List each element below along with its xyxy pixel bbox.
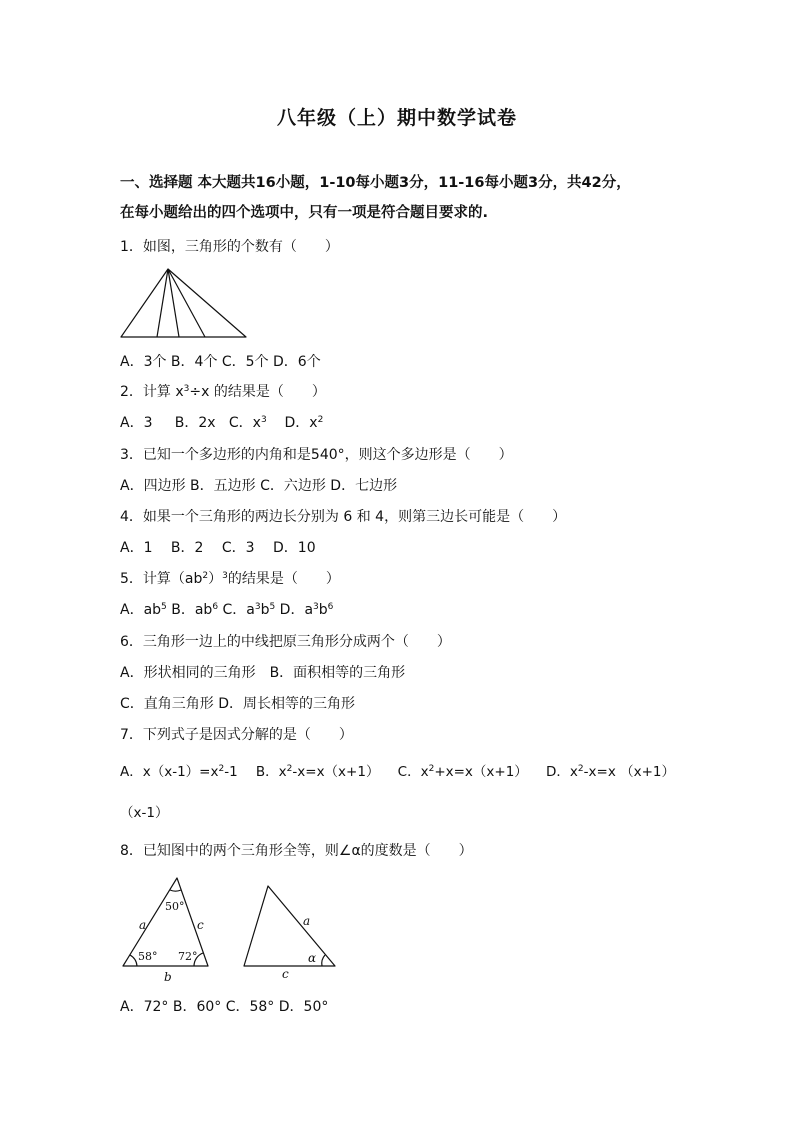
q2-option-b: B．2x <box>174 415 216 431</box>
left-side-label-b: b <box>164 970 172 984</box>
q2-option-c-text: C．x <box>228 415 261 431</box>
left-angle-label-bottom-left: 58° <box>138 950 158 963</box>
q2-option-d-text: D．x <box>284 415 318 431</box>
question-1-stem: 1．如图，三角形的个数有（ ） <box>120 239 339 255</box>
q5-opt-c-exp-2: 5 <box>269 602 276 612</box>
q5-opt-c-exp-1: 3 <box>254 602 261 612</box>
section-heading-line-1: 一、选择题 本大题共16小题，1-10每小题3分，11-16每小题3分，共42分， <box>120 175 631 191</box>
question-7-stem: 7．下列式子是因式分解的是（ ） <box>120 727 353 743</box>
q5-opt-b-exp: 6 <box>212 602 219 612</box>
q5-stem-exponent-1: 2 <box>202 571 209 581</box>
right-side-label-c: c <box>282 967 289 981</box>
q5-opt-d-exp-1: 3 <box>313 602 319 612</box>
q7-opt-c-exp: 2 <box>428 764 435 774</box>
q2-option-a: A．3 <box>120 415 153 431</box>
q7-opt-a-exp: 2 <box>218 764 225 774</box>
q7-option-d <box>546 762 675 782</box>
q7-opt-b-text: B．x <box>255 764 287 780</box>
q5-stem-paren: ） <box>208 571 223 587</box>
question-6-options-row-1: A．形状相同的三角形 B．面积相等的三角形 <box>120 665 406 681</box>
question-6-stem: 6．三角形一边上的中线把原三角形分成两个（ ） <box>120 634 451 650</box>
question-7-options <box>120 762 675 782</box>
q5-opt-d-base-2: b <box>318 602 328 618</box>
right-triangle <box>244 886 335 966</box>
question-8-options: A．72° B．60° C．58° D．50° <box>120 999 329 1015</box>
question-1-options: A．3个 B．4个 C．5个 D．6个 <box>120 354 321 370</box>
section-heading-line-2: 在每小题给出的四个选项中，只有一项是符合题目要求的. <box>120 205 489 221</box>
question-3-stem: 3．已知一个多边形的内角和是540°，则这个多边形是（ ） <box>120 447 513 463</box>
q5-option-a <box>120 602 167 618</box>
left-side-label-a: a <box>139 918 147 932</box>
q7-opt-a-text-end: -1 <box>224 764 238 780</box>
q7-option-c <box>398 762 528 782</box>
q7-opt-d-exp: 2 <box>577 764 584 774</box>
left-bottom-left-angle-arc <box>130 955 137 966</box>
question-4-stem: 4．如果一个三角形的两边长分别为 6 和 4，则第三边长可能是（ ） <box>120 509 567 525</box>
outer-triangle <box>121 269 246 337</box>
question-4-options: A．1 B．2 C．3 D．10 <box>120 540 316 556</box>
q7-opt-a-text: A．x（x-1）=x <box>120 764 219 780</box>
q5-option-c <box>223 602 276 618</box>
left-side-label-c: c <box>197 918 204 932</box>
section-heading <box>120 168 690 228</box>
q5-option-d <box>280 602 334 618</box>
q7-opt-b-exp: 2 <box>286 764 293 774</box>
right-side-label-a: a <box>303 914 311 928</box>
question-2-options <box>120 413 323 433</box>
q5-opt-d-exp-2: 6 <box>327 602 334 612</box>
question-5-stem <box>120 569 340 589</box>
q7-opt-b-text-end: -x=x（x+1） <box>292 764 380 780</box>
q5-stem-text-end: 的结果是（ ） <box>227 571 340 587</box>
q2-stem-text-end: ÷x 的结果是（ ） <box>189 384 326 400</box>
question-8-stem: 8．已知图中的两个三角形全等，则∠α的度数是（ ） <box>120 843 473 859</box>
q5-opt-d-base: D．a <box>279 602 314 618</box>
left-angle-label-top: 50° <box>165 900 185 913</box>
inner-line-1 <box>157 269 168 337</box>
q7-option-a <box>120 762 238 782</box>
q7-opt-c-text: C．x <box>397 764 429 780</box>
question-3-options: A．四边形 B．五边形 C．六边形 D．七边形 <box>120 478 398 494</box>
q2-option-d <box>285 415 324 431</box>
q2-option-d-exponent: 2 <box>317 415 324 425</box>
q2-option-c <box>229 415 267 431</box>
question-8-figure <box>118 872 343 986</box>
q5-opt-a-base: A．ab <box>120 602 162 618</box>
q7-option-b <box>256 762 380 782</box>
question-1-figure <box>119 266 249 340</box>
question-5-options <box>120 600 333 620</box>
q2-option-c-exponent: 3 <box>260 415 267 425</box>
question-2-stem <box>120 382 326 402</box>
left-top-angle-arc <box>170 890 181 891</box>
q5-opt-c-base: C．a <box>222 602 255 618</box>
q2-stem-exponent: 3 <box>183 384 190 394</box>
q5-opt-a-exp: 5 <box>161 602 167 612</box>
q5-stem-text: 5．计算（ab <box>120 571 203 587</box>
left-angle-label-bottom-right: 72° <box>178 950 198 963</box>
q5-option-b <box>171 602 218 618</box>
question-6-options-row-2: C．直角三角形 D．周长相等的三角形 <box>120 696 356 712</box>
q7-opt-d-text: D．x <box>546 764 578 780</box>
q7-opt-c-text-end: +x=x（x+1） <box>434 764 528 780</box>
right-alpha-angle-arc <box>322 955 325 966</box>
q2-stem-text: 2．计算 x <box>120 384 184 400</box>
page-title: 八年级（上）期中数学试卷 <box>276 107 517 129</box>
q5-opt-c-base-2: b <box>260 602 270 618</box>
q5-opt-b-base: B．ab <box>171 602 213 618</box>
question-7-option-d-continuation: （x-1） <box>120 805 169 821</box>
q5-stem-exponent-2: 3 <box>222 571 228 581</box>
right-angle-label-alpha: α <box>308 951 317 965</box>
q7-opt-d-text-end: -x=x （x+1） <box>583 764 675 780</box>
